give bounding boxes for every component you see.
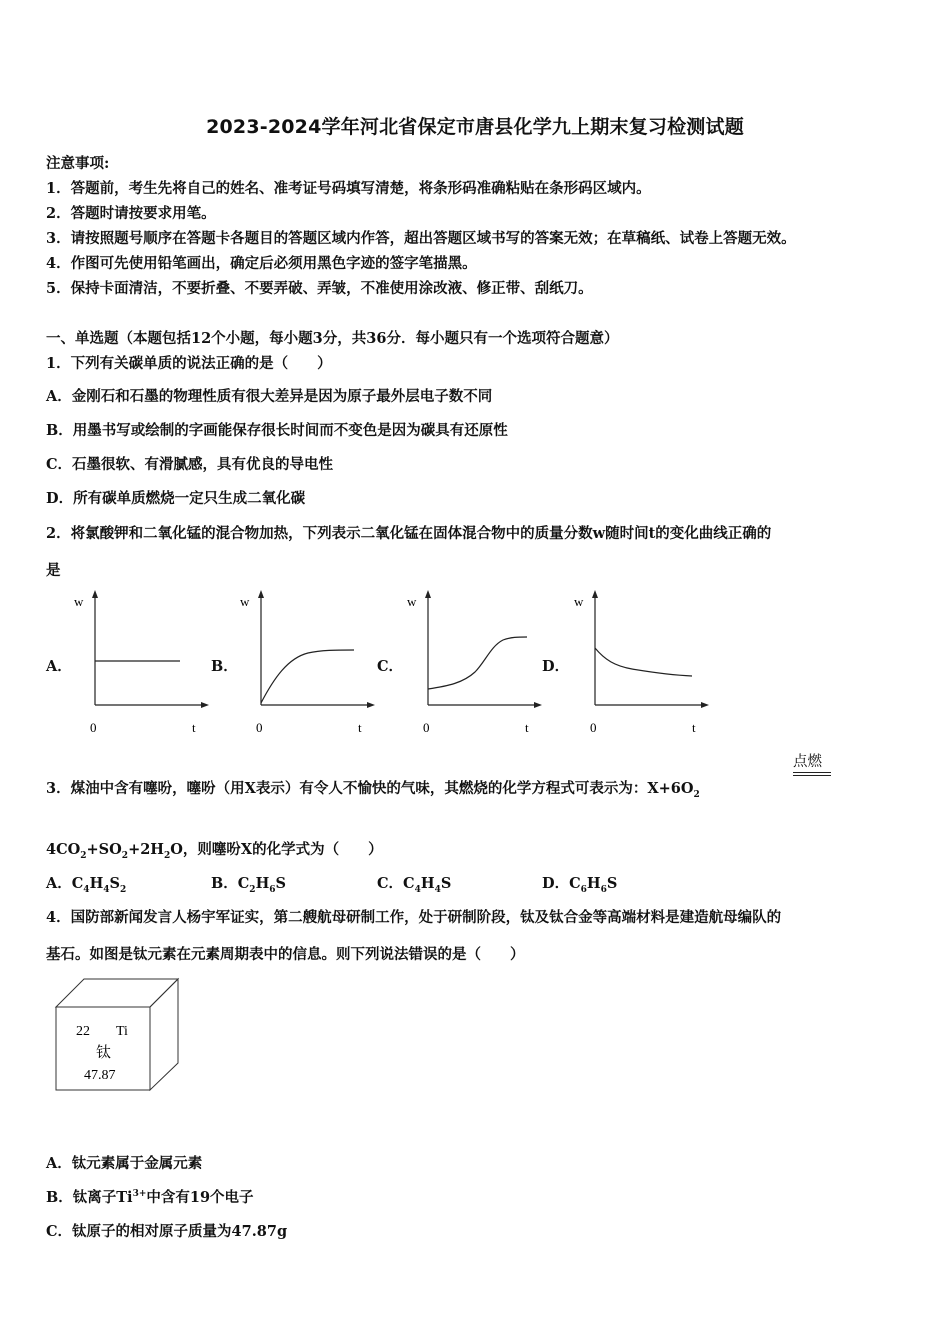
element-cube [54,977,189,1095]
graph-c-label: C． [377,658,404,675]
q3-stem-line2: $4CO_2+SO_2+2H_2O$，则噻吩X的化学式为（ ） [46,841,383,861]
graph-c-curve [428,637,527,689]
notice-item-1: 1．答题前，考生先将自己的姓名、准考证号码填写清楚，将条形码准确粘贴在条形码区域内。 [46,180,651,197]
element-name: 钛 [96,1045,112,1061]
q2-stem-line1: 2．将氯酸钾和二氧化锰的混合物加热，下列表示二氧化锰在固体混合物中的质量分数w随时间t的变化曲线正确的 [46,525,772,542]
graph-b-curve [261,650,354,703]
element-number: 22 [76,1024,90,1039]
graph-b [236,588,376,738]
q4-option-a: A．钛元素属于金属元素 [46,1155,203,1172]
graph-b-x-label: t [358,720,362,735]
q4-option-b: B．钛离子$Ti^{3+}$中含有19个电子 [46,1189,254,1206]
q1-option-a: A．金刚石和石墨的物理性质有很大差异是因为原子最外层电子数不同 [46,388,493,405]
graph-c-y-label: w [407,594,417,609]
element-mass: 47.87 [84,1068,116,1083]
graph-b-origin: 0 [256,720,263,735]
notice-item-4: 4．作图可先使用铅笔画出，确定后必须用黑色字迹的签字笔描黑。 [46,255,477,272]
notice-item-5: 5．保持卡面清洁，不要折叠、不要弄破、弄皱，不准使用涂改液、修正带、刮纸刀。 [46,280,593,297]
q3-option-d: D．$C_6H_6S$ [542,875,618,895]
notice-heading: 注意事项: [46,155,110,172]
graph-d-origin: 0 [590,720,597,735]
q4-option-c: C．钛原子的相对原子质量为47.87g [46,1223,288,1240]
graph-b-y-label: w [240,594,250,609]
graph-a-origin: 0 [90,720,97,735]
element-symbol: Ti [116,1024,128,1039]
graph-a [70,588,210,738]
graph-d-x-label: t [692,720,696,735]
q1-option-c: C．石墨很软、有滑腻感，具有优良的导电性 [46,456,334,473]
q3-option-b: B．$C_2H_6S$ [211,875,287,895]
graph-d [570,588,710,738]
q3-option-c: C．$C_4H_4S$ [377,875,452,895]
notice-item-3: 3．请按照题号顺序在答题卡各题目的答题区域内作答，超出答题区域书写的答案无效；在草稿纸、试卷上答题无效。 [46,230,796,247]
q1-option-d: D．所有碳单质燃烧一定只生成二氧化碳 [46,490,306,507]
graph-c-x-label: t [525,720,529,735]
notice-item-2: 2．答题时请按要求用笔。 [46,205,216,222]
graph-d-curve [595,648,692,676]
graph-a-y-label: w [74,594,84,609]
graph-a-x-label: t [192,720,196,735]
page-title: 2023-2024学年河北省保定市唐县化学九上期末复习检测试题 [206,116,744,138]
q2-stem-line2: 是 [46,562,61,579]
q4-stem-line1: 4．国防部新闻发言人杨宇军证实，第二艘航母研制工作，处于研制阶段，钛及钛合金等高端材料是建造航母编队的 [46,909,782,926]
graph-c-origin: 0 [423,720,430,735]
graph-d-label: D． [542,658,570,675]
q1-stem: 1．下列有关碳单质的说法正确的是（ ） [46,355,332,372]
reaction-condition: 点燃 [793,754,822,770]
graph-b-label: B． [211,658,238,675]
q4-stem-line2: 基石。如图是钛元素在元素周期表中的信息。则下列说法错误的是（ ） [46,946,525,963]
q3-stem-line1: 3．煤油中含有噻吩，噻吩（用X表示）有令人不愉快的气味，其燃烧的化学方程式可表示为：$X+6O_2$ [46,780,700,800]
graph-a-label: A． [46,658,72,675]
graph-c [403,588,543,738]
q1-option-b: B．用墨书写或绘制的字画能保存很长时间而不变色是因为碳具有还原性 [46,422,508,439]
reaction-arrow [793,772,831,776]
graph-d-y-label: w [574,594,584,609]
q3-option-a: A．$C_4H_4S_2$ [46,875,127,895]
section-heading: 一、单选题（本题包括12个小题，每小题3分，共36分．每小题只有一个选项符合题意） [46,330,619,347]
